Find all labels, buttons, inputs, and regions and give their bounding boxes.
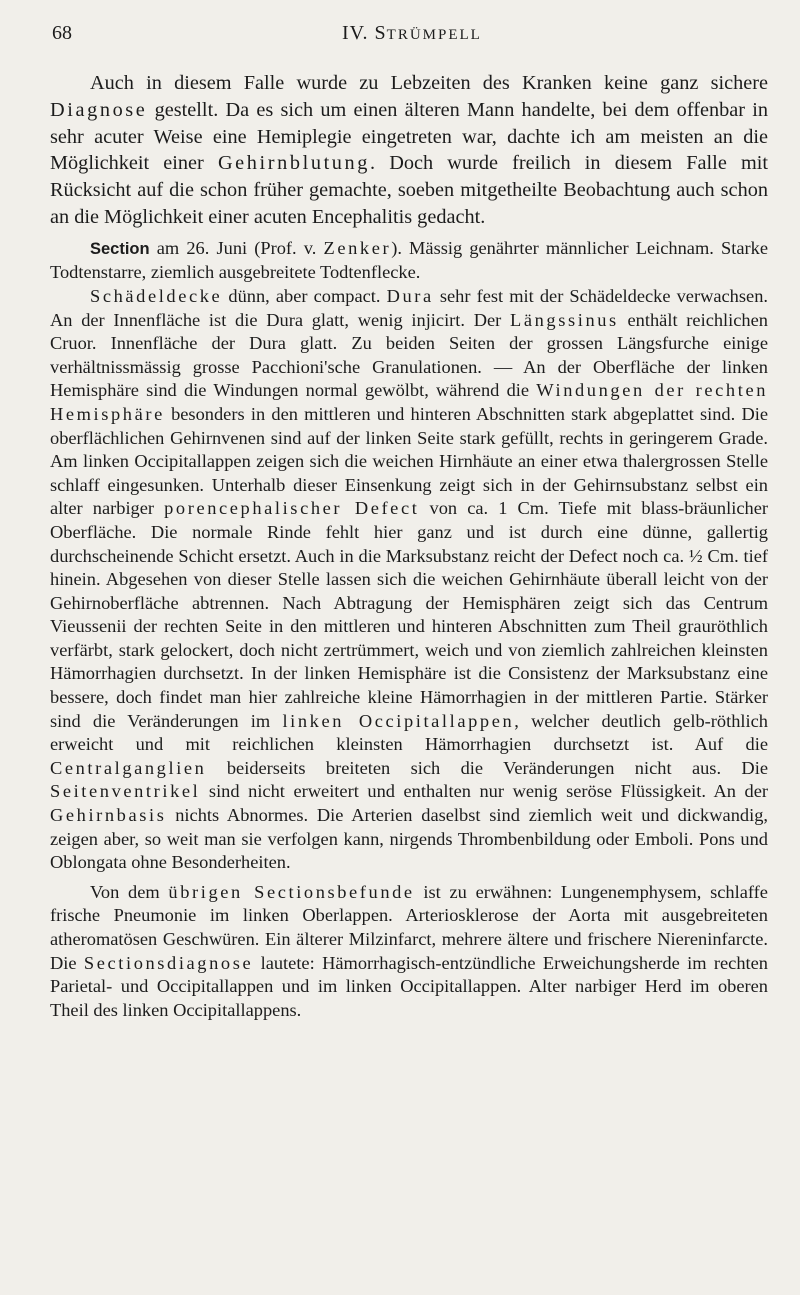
- spaced-term: Gehirnbasis: [50, 805, 167, 826]
- chapter-roman: IV.: [342, 22, 369, 44]
- text-run: . Doch wurde freilich in diesem Falle mit Rücksicht auf die schon früher gemachte, soeben mitgetheilte Beobachtung auch schon an die Möglichkeit einer acuten Encephalitis gedacht.: [50, 152, 768, 228]
- spaced-term: Diagnose: [50, 98, 148, 121]
- author-initial: S: [374, 22, 387, 44]
- page-header: [52, 22, 760, 52]
- spaced-term: übrigen Sectionsbefunde: [168, 881, 415, 902]
- spaced-term: Windungen der rechten Hemisphäre: [50, 380, 768, 424]
- text-run: gestellt. Da es sich um einen älteren Mann handelte, bei dem offenbar in sehr acuter Weise eine Hemiplegie eingetreten war, dachte ich am meisten an die Möglichkeit einer: [50, 98, 768, 175]
- text-run: Von dem: [90, 881, 169, 902]
- text-run: enthält reichlichen Cruor. Innenfläche der Dura glatt. Zu beiden Seiten der grossen Längsfurche einige verhältnissmässig grosse Pacchioni'sche Granulationen. — An der Oberfläche der linken Hemisphäre sind die Windungen normal gewölbt, während die: [50, 309, 768, 401]
- text-run: lautete: Hämorrhagisch-entzündliche Erweichungsherde im rechten Parietal- und Occipitallappen und im linken Occipitallappen. Alter narbiger Herd im oberen Theil des linken Occipitallappens.: [50, 952, 768, 1020]
- text-run: besonders in den mittleren und hinteren Abschnitten stark abgeplattet sind. Die oberflächlichen Gehirnvenen sind auf der linken Seite stark gefüllt, rechts in geringerem Grade. Am linken Occipitallappen zeigen sich die weichen Hirnhäute an einer etwa thalergrossen Stelle schlaff eingesunken. Unterhalb dieser Einsenkung zeigt sich in der Gehirnsubstanz selbst ein alter narbiger: [50, 403, 768, 519]
- spaced-term: Dura: [386, 285, 434, 306]
- spaced-term: Gehirnblutung: [217, 152, 371, 175]
- text-run: , welcher deutlich gelb-röthlich erweicht und mit reichlichen kleinsten Hämorrhagien durchsetzt ist. Auf die: [50, 710, 768, 755]
- text-run: sehr fest mit der Schädeldecke verwachsen. An der Innenfläche ist die Dura glatt, wenig injicirt. Der: [50, 285, 768, 330]
- text-run: ist zu erwähnen: Lungenemphysem, schlaffe frische Pneumonie im linken Oberlappen. Arteriosklerose der Aorta mit ausgebreiteten atheromatösen Geschwüren. Ein älterer Milzinfarct, mehrere ältere und frischere Niereninfarcte. Die: [50, 881, 768, 973]
- spaced-term: Centralganglien: [50, 757, 207, 778]
- paragraph-findings: [50, 285, 768, 875]
- paragraph-section: [50, 237, 768, 285]
- paragraph-other-findings: [50, 881, 768, 1023]
- text-run: sind nicht erweitert und enthalten nur wenig seröse Flüssigkeit. An der: [200, 781, 768, 802]
- spaced-term: porencephalischer Defect: [164, 498, 420, 519]
- spaced-term: linken Occipitallappen: [282, 710, 515, 731]
- text-run: Auch in diesem Falle wurde zu Lebzeiten des Kranken keine ganz sichere: [90, 72, 768, 94]
- text-run: nichts Abnormes. Die Arterien daselbst sind ziemlich weit und dickwandig, zeigen aber, so weit man sie verfolgen kann, nirgends Thrombenbildung oder Emboli. Pons und Oblongata ohne Besonderheiten.: [50, 805, 768, 873]
- section-label: Section: [90, 239, 150, 258]
- spaced-term: Schädeldecke: [90, 285, 223, 306]
- spaced-term: Seitenventrikel: [50, 781, 201, 802]
- spaced-term: Längssinus: [510, 309, 619, 330]
- spaced-term: Zenker: [323, 237, 392, 258]
- page-number: 68: [52, 22, 72, 44]
- text-run: von ca. 1 Cm. Tiefe mit blass-bräunlicher Oberfläche. Die normale Rinde fehlt hier ganz und ist durch eine dünne, gallertig durchscheinende Schicht ersetzt. Auch in die Marksubstanz reicht der Defect noch ca. ½ Cm. tief hinein. Abgesehen von dieser Stelle lassen sich die weichen Gehirnhäute überall leicht von der Gehirnoberfläche abtrennen. Nach Abtragung der Hemisphären zeigt sich das Centrum Vieussenii der rechten Seite in den mittleren und hinteren Abschnitten zum Theil grauröthlich verfärbt, stark gelockert, doch nicht zertrümmert, weich und von ziemlich zahlreichen kleinsten Hämorrhagien durchsetzt. In der linken Hemisphäre ist die Consistenz der Marksubstanz eine bessere, doch findet man hier zahlreiche kleine Hämorrhagien in der mittleren Partie. Stärker sind die Veränderungen im: [50, 498, 768, 731]
- running-head: [342, 22, 482, 45]
- spaced-term: Sectionsdiagnose: [83, 952, 254, 973]
- author-rest: TRÜMPELL: [386, 27, 482, 43]
- text-run: dünn, aber compact.: [222, 285, 387, 306]
- paragraph-diagnosis: [50, 70, 768, 231]
- page-body: [50, 70, 768, 1022]
- text-run: am 26. Juni (Prof. v.: [149, 237, 324, 258]
- text-run: beiderseits breiteten sich die Veränderungen nicht aus. Die: [206, 757, 768, 778]
- text-run: ). Mässig genährter männlicher Leichnam. Starke Todtenstarre, ziemlich ausgebreitete Todtenflecke.: [50, 237, 768, 283]
